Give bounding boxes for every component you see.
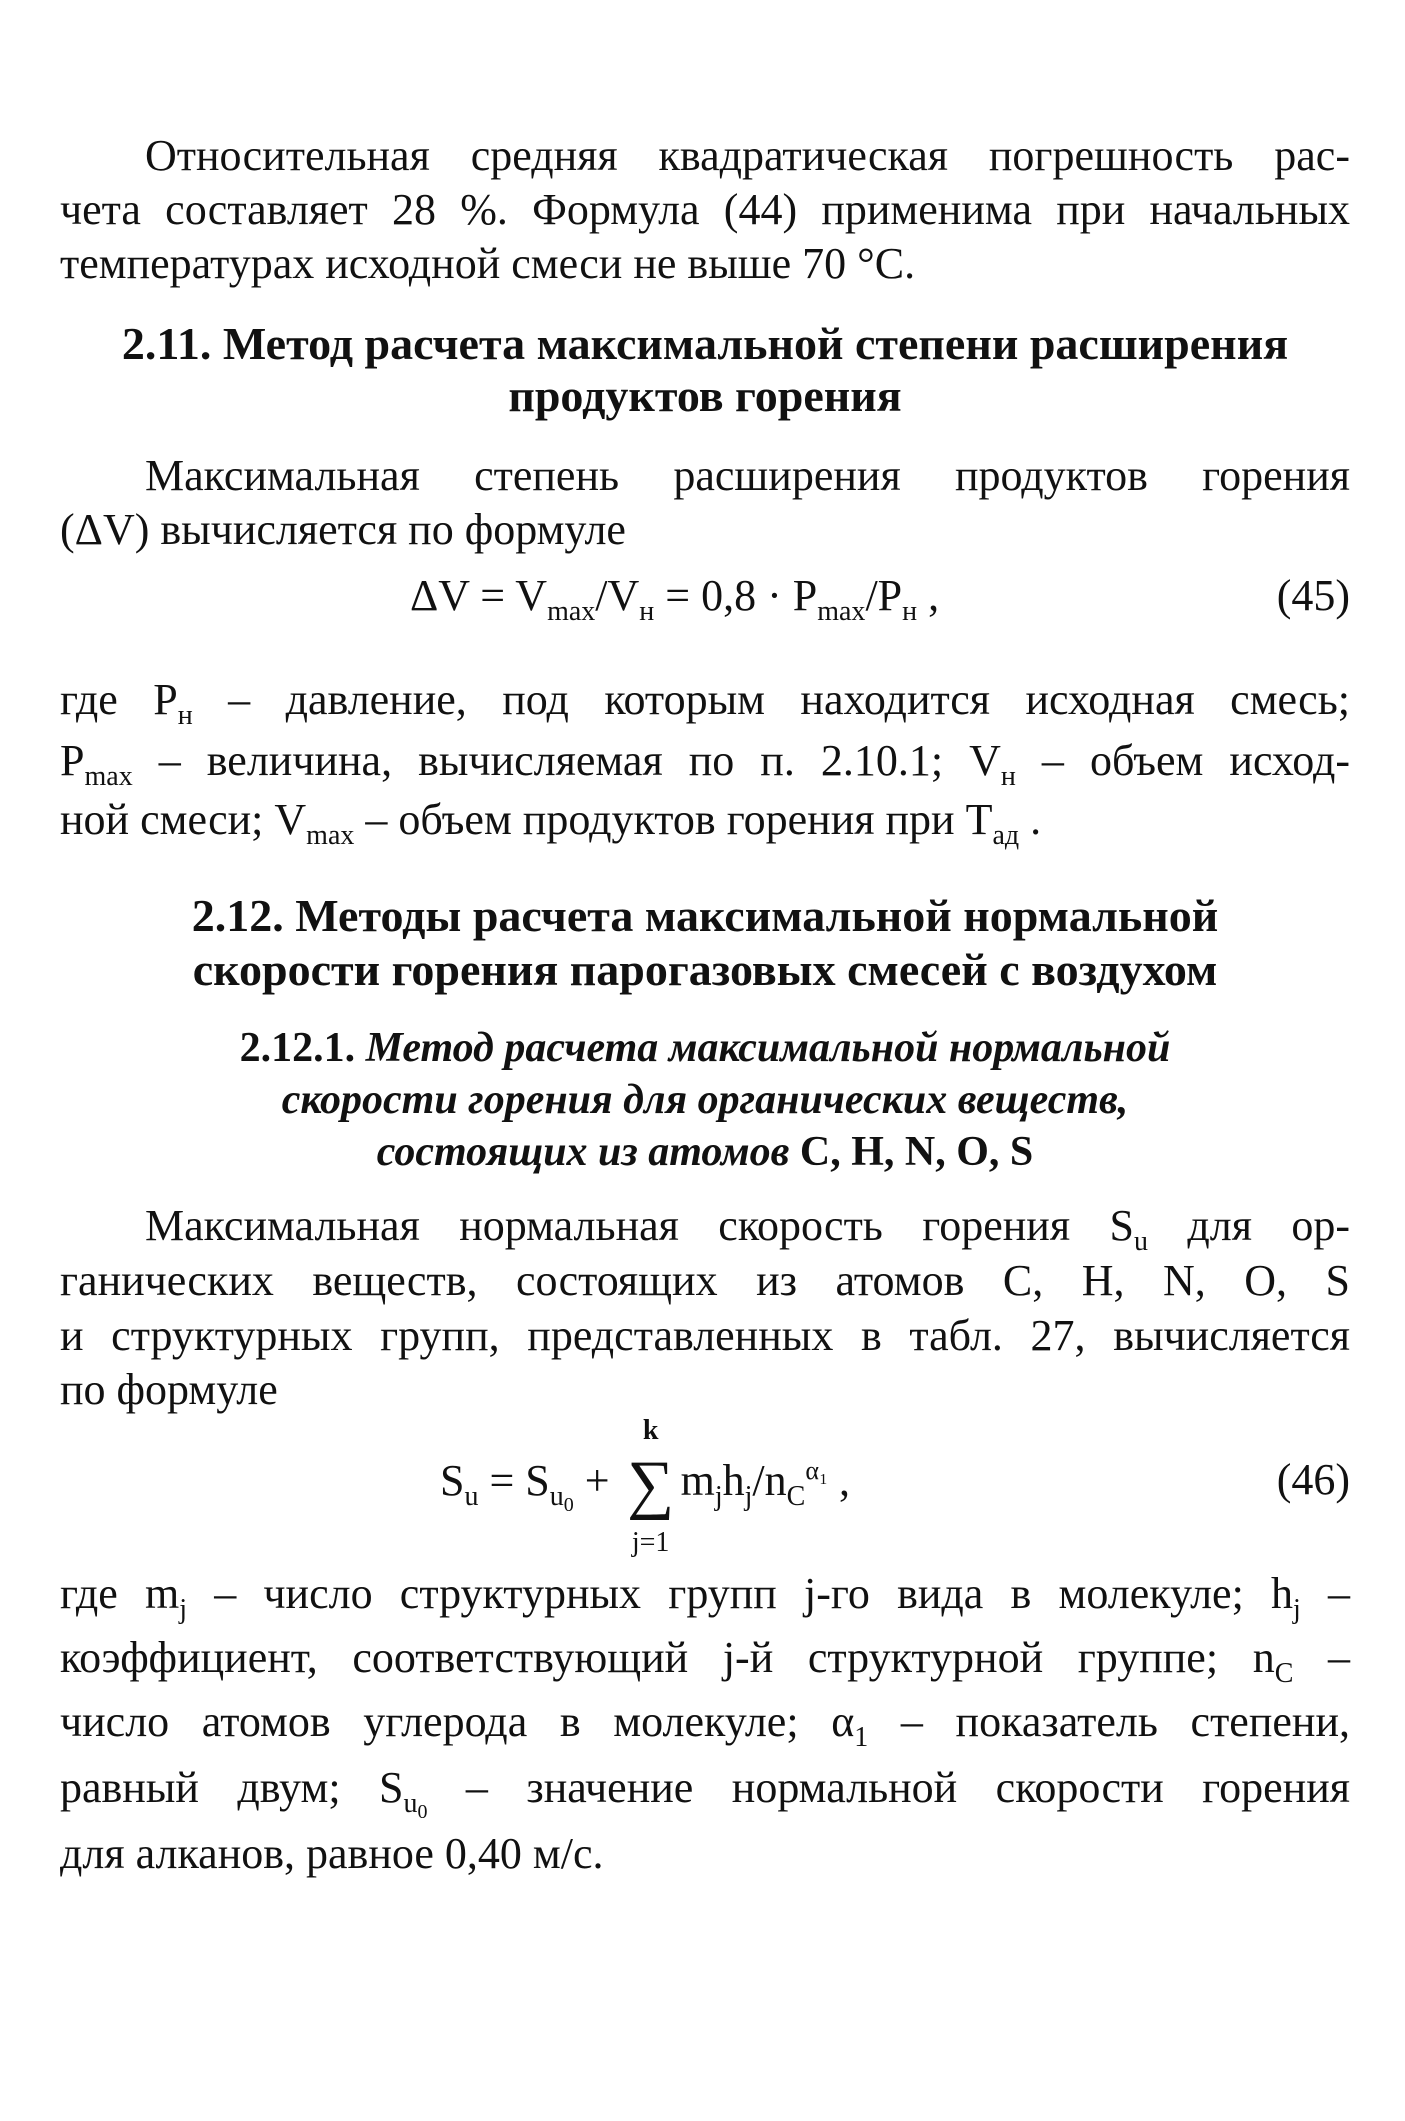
text-line: где $P_н$ – давление, под которым находится исходная смесь; (60, 675, 1350, 731)
section-heading: скорости горения парогазовых смесей с воздухом (192, 944, 1218, 995)
section-heading: 2.12. Методы расчета максимальной нормальной (191, 890, 1219, 941)
text-line: число атомов углерода в молекуле; $\alpha_1$ – показатель степени, (60, 1697, 1350, 1753)
text-line: Относительная средняя квадратическая погрешность рас- (145, 131, 1350, 180)
text-line: Максимальная степень расширения продуктов горения (145, 451, 1350, 500)
text-line: чета составляет 28 %. Формула (44) применима при начальных (60, 185, 1350, 234)
text-line: $P_{max}$ – величина, вычисляемая по п. 2.10.1; $V_н$ – объем исход- (60, 736, 1350, 792)
text-line: по формуле (60, 1365, 278, 1414)
text-line: температурах исходной смеси не выше 70 °C. (60, 239, 916, 288)
subsection-heading: 2.12.1. Метод расчета максимальной нормальной (239, 1025, 1171, 1071)
text-line: где $m_j$ – число структурных групп j-го вида в молекуле; $h_j$ – (60, 1569, 1351, 1625)
text-line: коэффициент, соответствующий j-й структурной группе; $n_C$ – (60, 1633, 1350, 1689)
equation-number: (46) (1276, 1455, 1350, 1504)
text-line: ганических веществ, состоящих из атомов C, H, N, O, S (60, 1256, 1350, 1305)
equation-number: (45) (1276, 571, 1350, 620)
formula-46: $S_u = S_{u_0}$ + k ∑ j=1 $m_jh_j/n_C^{\alpha_1}$ , (440, 1415, 851, 1558)
text-line: для алканов, равное 0,40 м/с. (60, 1829, 604, 1878)
text-line: ной смеси; $V_{max}$ – объем продуктов горения при $T_{ад}$ . (60, 795, 1042, 851)
section-heading: продуктов горения (508, 370, 902, 421)
formula-45: $\Delta V = V_{max}/V_н = 0,8 \cdot P_{max}/P_н$ , (410, 571, 940, 627)
subsection-heading: скорости горения для органических веществ, (281, 1077, 1129, 1123)
section-heading: 2.11. Метод расчета максимальной степени расширения (121, 318, 1289, 369)
text-line: Максимальная нормальная скорость горения $S_u$ для ор- (145, 1201, 1351, 1257)
sum-operator: k ∑ j=1 (627, 1415, 675, 1558)
text-line: и структурных групп, представленных в табл. 27, вычисляется (60, 1311, 1350, 1360)
text-line: (ΔV) вычисляется по формуле (60, 505, 626, 554)
subsection-heading: состоящих из атомов C, H, N, O, S (376, 1129, 1034, 1175)
text-line: равный двум; $S_{u_0}$ – значение нормальной скорости горения (60, 1763, 1350, 1823)
